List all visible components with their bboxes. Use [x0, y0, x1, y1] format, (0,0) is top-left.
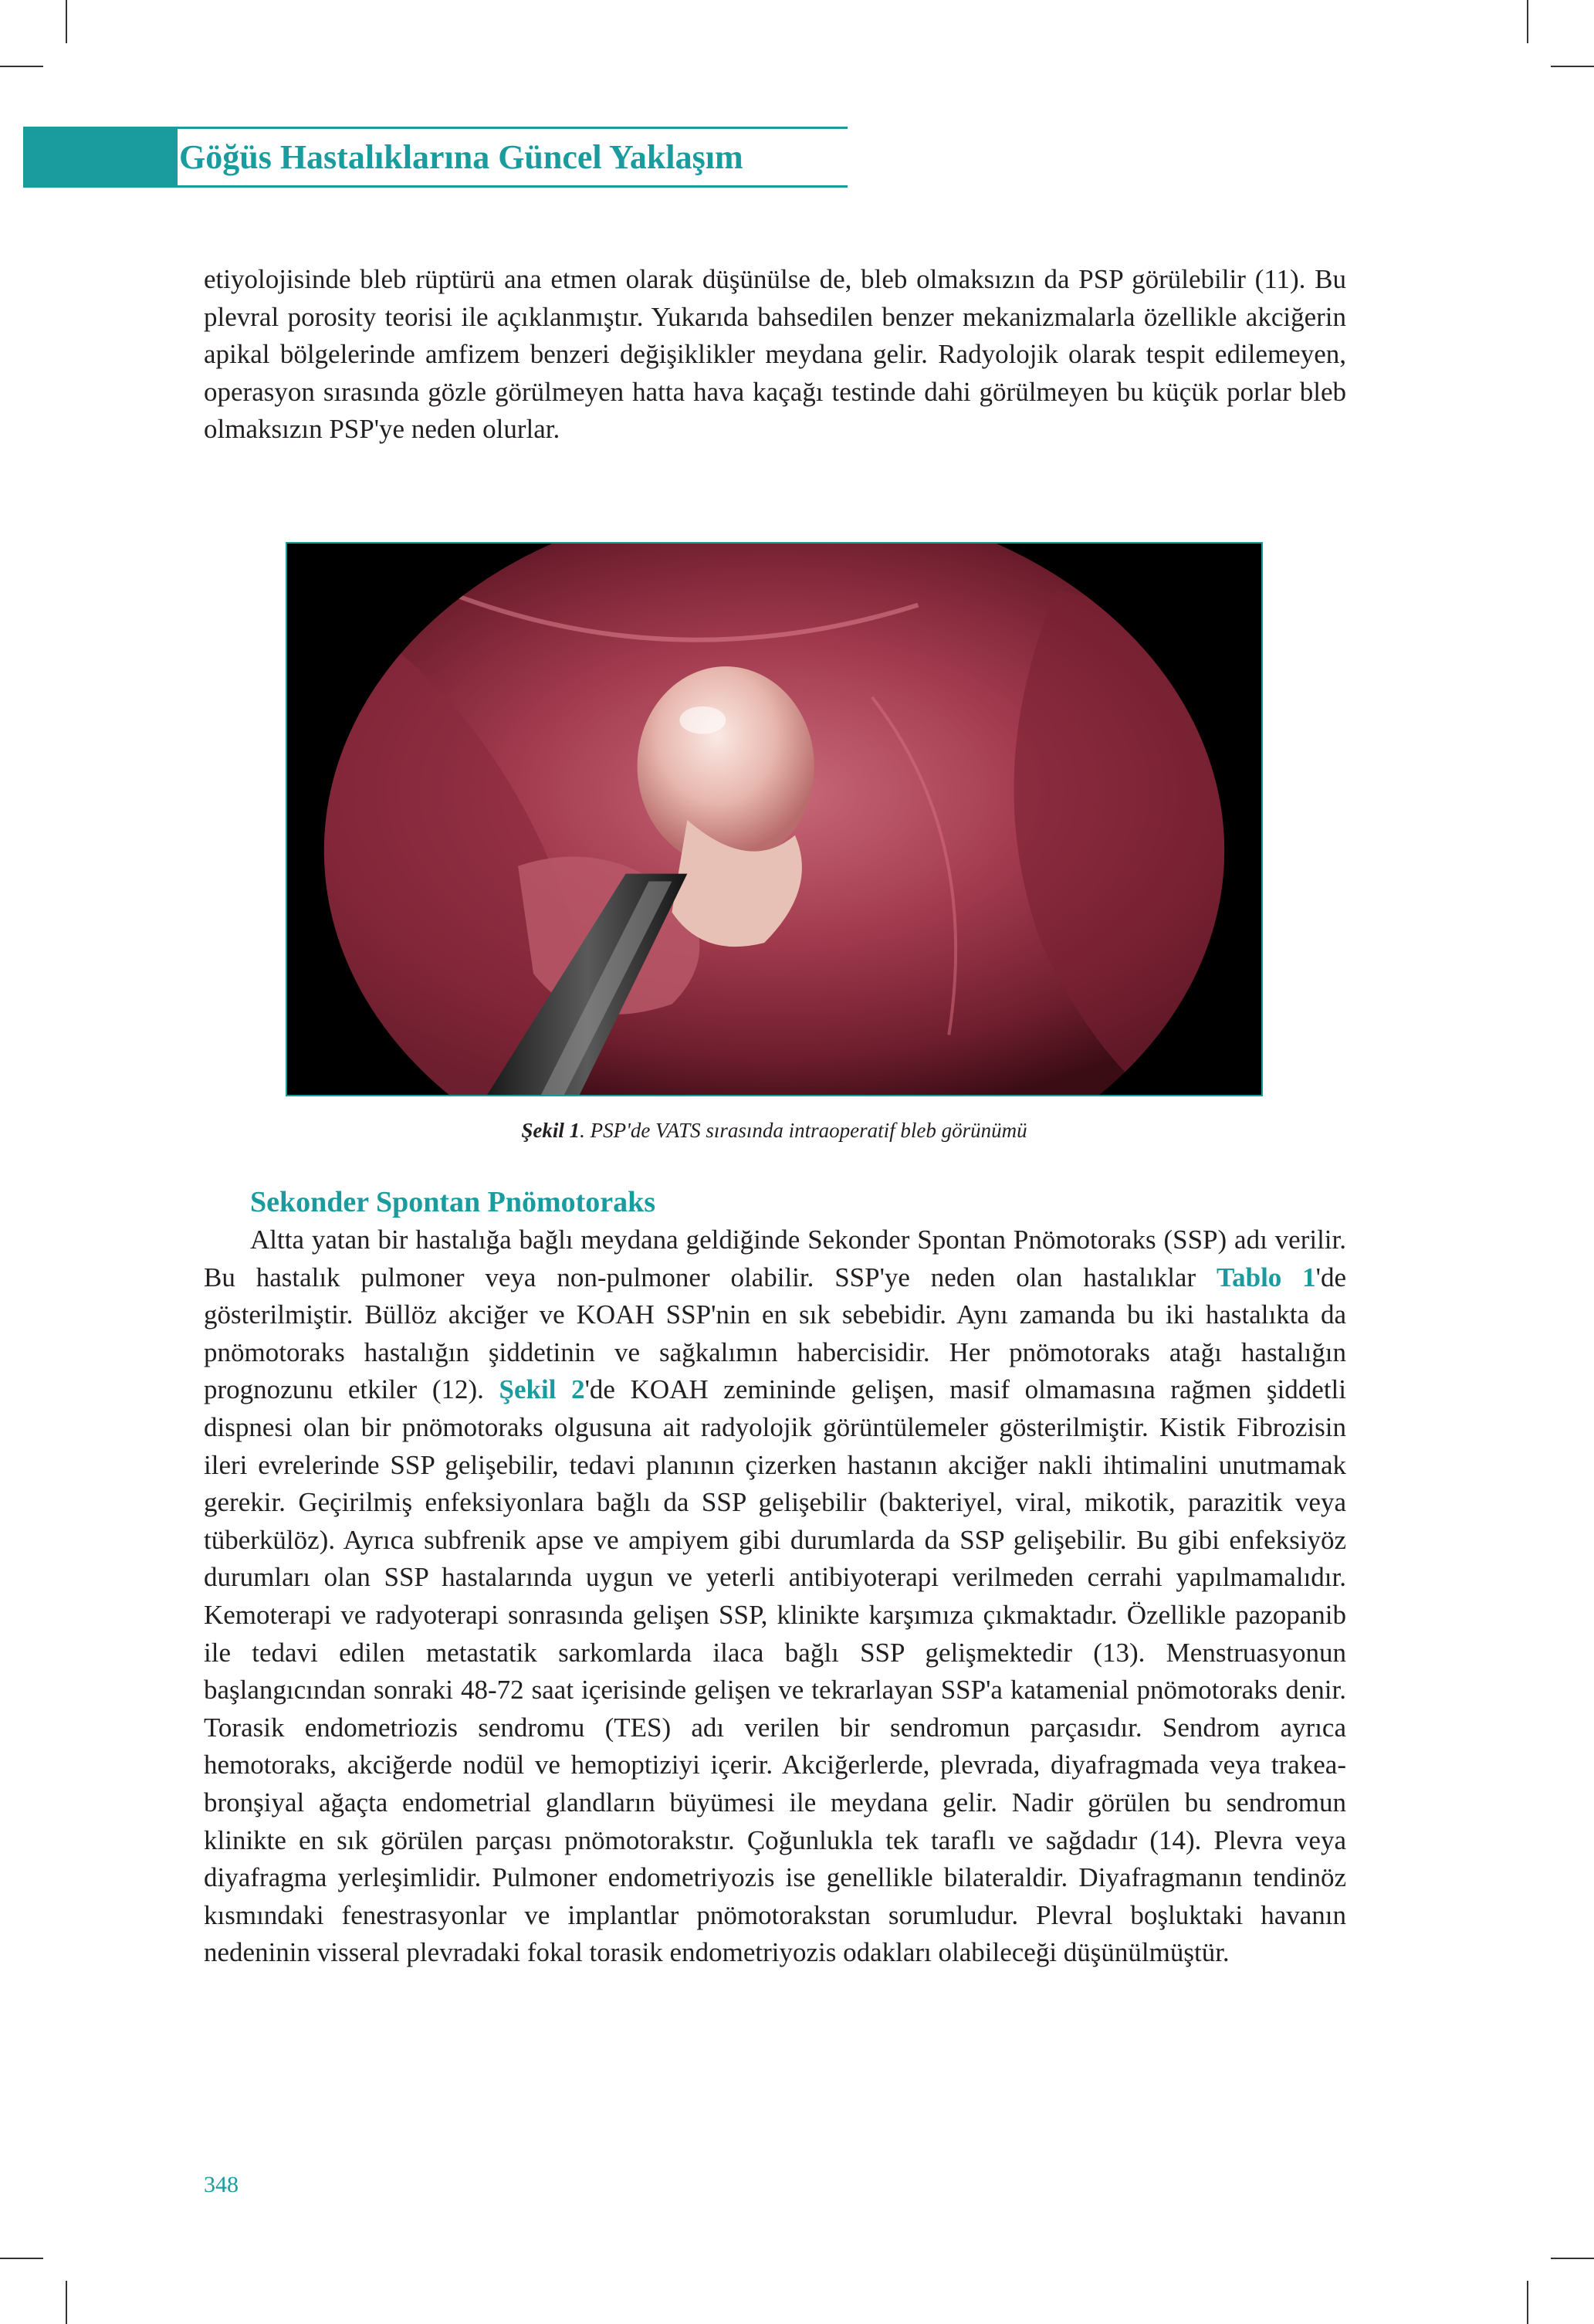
header-bottom-rule — [23, 185, 848, 188]
crop-mark — [66, 2281, 67, 2324]
crop-mark — [1527, 2281, 1528, 2324]
header-top-rule — [178, 127, 848, 129]
crop-mark — [1527, 0, 1528, 43]
section-text-part-3: 'de KOAH zemininde gelişen, masif olmamasına rağmen şiddetli dispnesi olan bir pnömotoraks olgusuna ait radyolojik görüntülemeler gösterilmiştir. Kistik Fibrozisin ileri evrelerinde SSP gelişebilir, tedavi planının çizerken hastanın akciğer nakli ihtimalini unutmamak gerekir. Geçirilmiş enfeksiyonlara bağlı da SSP gelişebilir (bakteriyel, viral, mikotik, parazitik veya tüberkülöz). Ayrıca subfrenik apse ve ampiyem gibi durumlarda da SSP gelişebilir. Bu gibi enfeksiyöz durumları olan SSP hastalarında uygun ve yeterli antibiyoterapi verilmeden cerrahi yapılmamalıdır. Kemoterapi ve radyoterapi sonrasında gelişen SSP, klinikte karşımıza çıkmaktadır. Özellikle pazopanib ile tedavi edilen metastatik sarkomlarda ilaca bağlı SSP gelişmektedir (13). Menstruasyonun başlangıcından sonraki 48-72 saat içerisinde gelişen ve tekrarlayan SSP'a katamenial pnömotoraks denir. Torasik endometriozis sendromu (TES) adı verilen bir sendromun parçasıdır. Sendrom ayrıca hemotoraks, akciğerde nodül ve hemoptiziyi içerir. Akciğerlerde, plevrada, diyafragmada veya trakea-bronşiyal ağaçta endometrial glandların büyümesi ile meydana gelir. Nadir görülen bu sendromun klinikte en sık görülen parçası pnömotorakstır. Çoğunlukla tek taraflı ve sağdadır (14). Plevra veya diyafragma yerleşimlidir. Pulmoner endometriyozis ise genellikle bilateraldir. Diyafragmanın tendinöz kısmındaki fenestrasyonlar ve implantlar pnömotorakstan sorumludur. Plevral boşluktaki havanın nedeninin visseral plevradaki fokal torasik endometriyozis odakları olabileceği düşünülmüştür. — [204, 1374, 1346, 1968]
intro-paragraph — [204, 261, 1346, 449]
section-paragraph — [204, 1221, 1346, 1972]
figure-caption-label: Şekil 1 — [521, 1119, 580, 1142]
crop-mark — [1551, 2258, 1594, 2259]
figure-caption-text: . PSP'de VATS sırasında intraoperatif bleb görünümü — [580, 1119, 1027, 1142]
crop-mark — [66, 0, 67, 43]
figure-1-caption — [286, 1115, 1263, 1146]
section-text-part-2: 'de gösterilmiştir. Büllöz akciğer ve KOAH SSP'nin en sık sebebidir. Aynı zamanda bu iki hastalıkta da pnömotoraks hastalığın şiddetinin ve sağkalımın habercisidir. Her pnömotoraks atağı hastalığın prognozunu etkiler (12). — [204, 1262, 1346, 1405]
page-number: 348 — [204, 2172, 239, 2197]
crop-mark — [0, 2258, 43, 2259]
crop-mark — [0, 66, 43, 67]
table-1-reference-link[interactable]: Tablo 1 — [1216, 1262, 1316, 1292]
header-accent-bar — [23, 127, 178, 188]
crop-mark — [1551, 66, 1594, 67]
figure-1-image — [286, 542, 1263, 1096]
running-header-title: Göğüs Hastalıklarına Güncel Yaklaşım — [179, 138, 743, 176]
section-text-part-1: Altta yatan bir hastalığa bağlı meydana geldiğinde Sekonder Spontan Pnömotoraks (SSP) adı verilir. Bu hastalık pulmoner veya non-pulmoner olabilir. SSP'ye neden olan hastalıklar — [204, 1225, 1346, 1292]
intro-paragraph-text: etiyolojisinde bleb rüptürü ana etmen olarak düşünülse de, bleb olmaksızın da PSP görülebilir (11). Bu plevral porosity teorisi ile açıklanmıştır. Yukarıda bahsedilen benzer mekanizmalarla özellikle akciğerin apikal bölgelerinde amfizem benzeri değişiklikler meydana gelir. Radyolojik olarak tespit edilemeyen, operasyon sırasında gözle görülmeyen hatta hava kaçağı testinde dahi görülmeyen bu küçük porlar bleb olmaksızın PSP'ye neden olurlar. — [204, 264, 1346, 445]
endoscopic-view-illustration — [287, 544, 1261, 1095]
figure-2-reference-link[interactable]: Şekil 2 — [499, 1374, 585, 1405]
section-heading: Sekonder Spontan Pnömotoraks — [250, 1186, 656, 1218]
